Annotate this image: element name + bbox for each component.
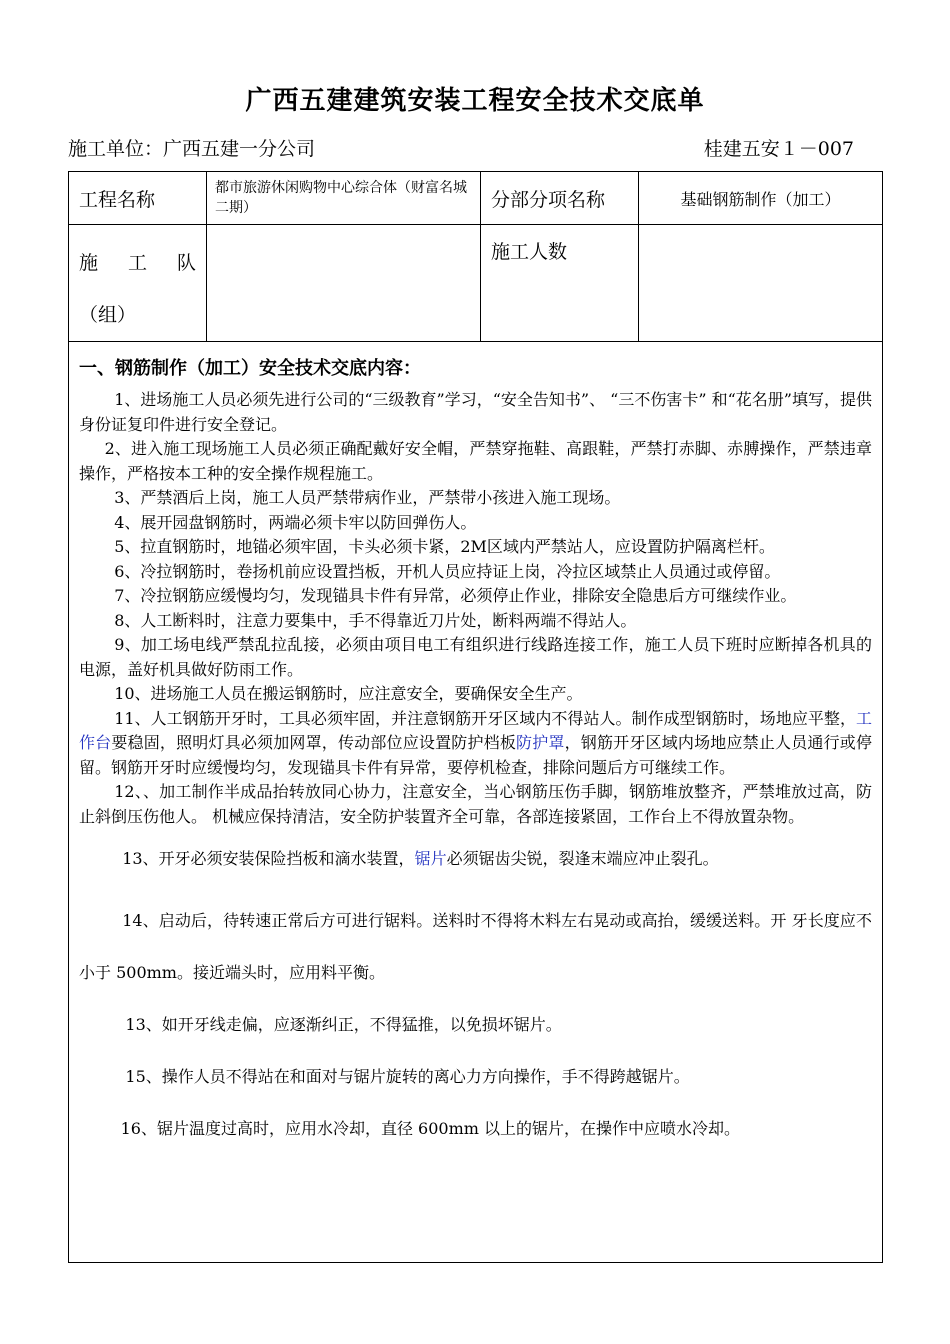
subproject-value: 基础钢筋制作（加工）	[639, 172, 883, 225]
team-label-char-2: 工	[127, 252, 147, 274]
unit-label: 施工单位：	[68, 138, 164, 160]
item-11-text-a: 11、人工钢筋开牙时，工具必须牢固，并注意钢筋开牙区域内不得站人。制作成型钢筋时，场地应平整，	[114, 708, 856, 728]
saw-blade-link[interactable]: 锯片	[414, 849, 447, 868]
list-item: 15、操作人员不得站在和面对与锯片旋转的离心力方向操作，手不得跨越锯片。	[125, 1067, 690, 1086]
list-item	[79, 847, 872, 871]
team-label-group: （组）	[79, 304, 137, 326]
list-item: 9、加工场电线严禁乱拉乱接，必须由项目电工有组织进行线路连接工作，施工人员下班时应断掉各机具的电源，盖好机具做好防雨工作。	[79, 635, 872, 679]
section-title: 一、钢筋制作（加工）安全技术交底内容：	[79, 358, 421, 379]
list-item: 13、如开牙线走偏，应逐渐纠正，不得猛推，以免损坏锯片。	[125, 1015, 562, 1034]
list-item: 3、严禁酒后上岗，施工人员严禁带病作业，严禁带小孩进入施工现场。	[114, 488, 621, 507]
team-value	[207, 225, 481, 342]
document-number: 桂建五安１－007	[703, 138, 854, 160]
workers-value	[639, 225, 883, 342]
item-11-text-b: 要稳固，照明灯具必须加网罩，传动部位应设置防护档板	[111, 733, 517, 752]
list-item: 12、、加工制作半成品抬转放同心协力，注意安全，当心钢筋压伤手脚，钢筋堆放整齐，严禁堆放过高，防止斜倒压伤他人。 机械应保持清洁，安全防护装置齐全可靠，各部连接紧固，工作台上不得放置杂物。	[79, 782, 872, 826]
list-item: 2、进入施工现场施工人员必须正确配戴好安全帽，严禁穿拖鞋、高跟鞋，严禁打赤脚、赤膊操作，严禁违章操作，严格按本工种的安全操作规程施工。	[79, 439, 872, 483]
team-label	[69, 225, 207, 342]
unit-value: 广西五建一分公司	[163, 138, 316, 160]
project-name-label: 工程名称	[69, 172, 207, 225]
list-item: 14、启动后，待转速正常后方可进行锯料。送料时不得将木料左右晃动或高抬，缓缓送料。开 牙长度应不小于 500mm。接近端头时，应用料平衡。	[79, 911, 872, 982]
team-label-char-3: 队	[176, 252, 196, 274]
list-item	[79, 707, 872, 781]
workbench-link[interactable]: 工作台	[79, 708, 872, 752]
disclosure-form	[68, 171, 883, 1263]
list-item: 10、进场施工人员在搬运钢筋时，应注意安全，要确保安全生产。	[114, 684, 583, 703]
construction-unit	[68, 134, 315, 161]
page-title: 广西五建建筑安装工程安全技术交底单	[245, 86, 705, 116]
item-11-text-c: ，钢筋开牙区域内场地应禁止人员通行或停留。钢筋开牙时应缓慢均匀，发现锚具卡件有异常，要停机检查，排除问题后方可继续工作。	[79, 733, 872, 777]
subproject-label: 分部分项名称	[481, 172, 639, 225]
list-item: 16、锯片温度过高时，应用水冷却，直径 600mm 以上的锯片，在操作中应喷水冷却。	[120, 1119, 741, 1138]
item-13-text-b: 必须锯齿尖锐，裂逢末端应冲止裂孔。	[446, 849, 719, 868]
workers-label: 施工人数	[481, 225, 639, 342]
list-item: 5、拉直钢筋时，地锚必须牢固，卡头必须卡紧，2M区域内严禁站人，应设置防护隔离栏杆。	[114, 537, 775, 556]
team-label-char-1: 施	[79, 252, 99, 274]
disclosure-content	[69, 342, 883, 1263]
item-13-text-a: 13、开牙必须安装保险挡板和滴水装置，	[122, 849, 415, 868]
guard-cover-link[interactable]: 防护罩	[516, 733, 565, 752]
list-item: 1、进场施工人员必须先进行公司的“三级教育”学习，“安全告知书”、 “三不伤害卡” 和“花名册”填写，提供身份证复印件进行安全登记。	[79, 390, 872, 434]
project-name-value: 都市旅游休闲购物中心综合体（财富名城二期）	[207, 172, 481, 225]
list-item: 6、冷拉钢筋时，卷扬机前应设置挡板，开机人员应持证上岗，冷拉区域禁止人员通过或停留。	[114, 561, 781, 581]
list-item: 8、人工断料时，注意力要集中，手不得靠近刀片处，断料两端不得站人。	[114, 610, 637, 630]
list-item: 4、展开园盘钢筋时，两端必须卡牢以防回弹伤人。	[114, 512, 477, 532]
list-item: 7、冷拉钢筋应缓慢均匀，发现锚具卡件有异常，必须停止作业，排除安全隐患后方可继续作业。	[114, 586, 797, 605]
